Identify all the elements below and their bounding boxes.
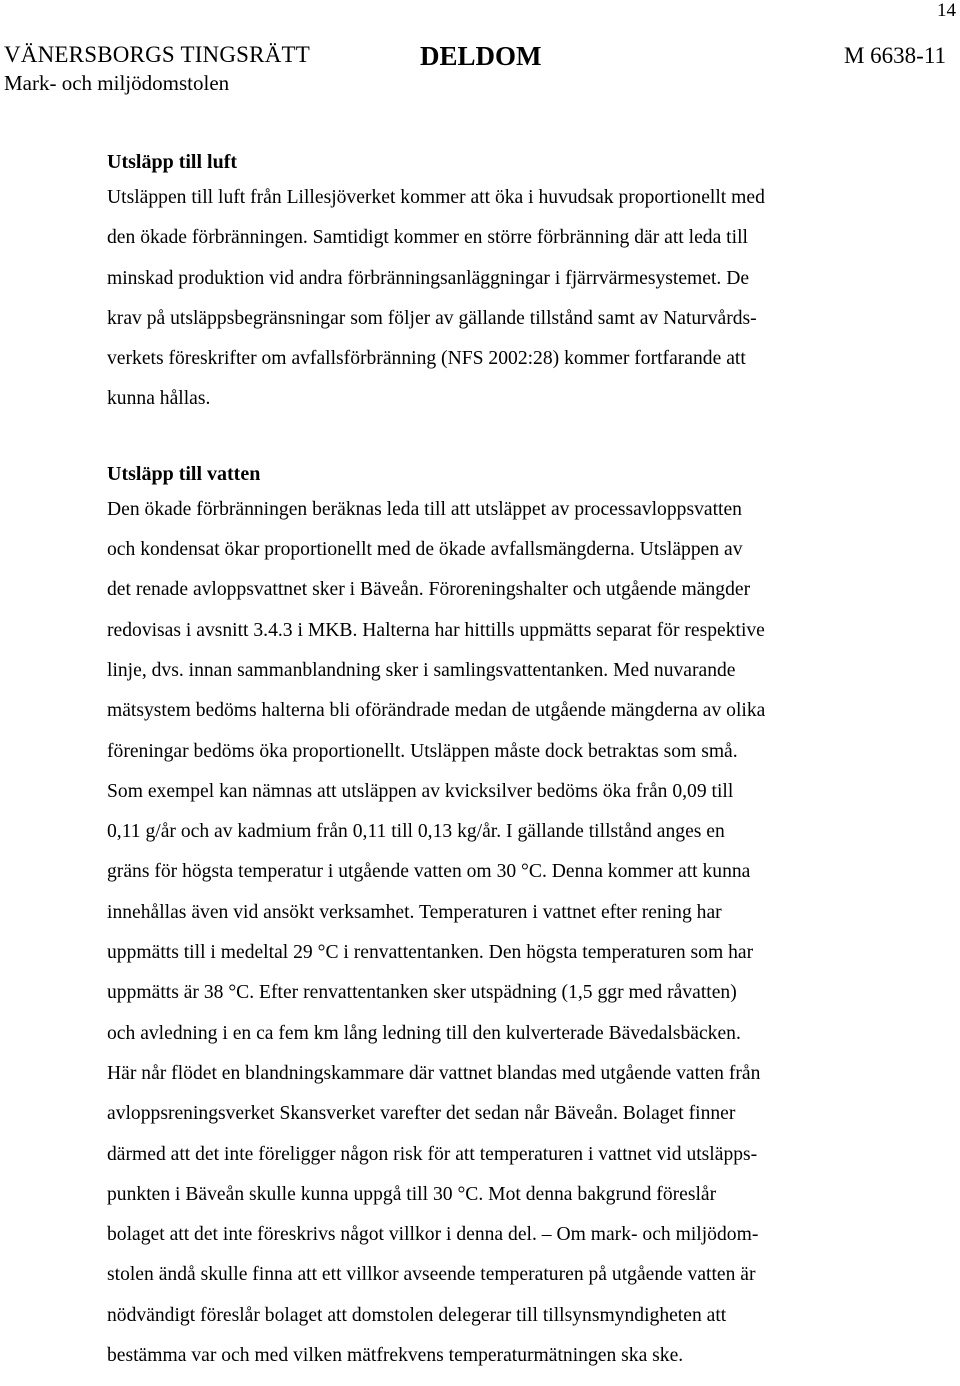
text-line: Här når flödet en blandningskammare där vattnet blandas med utgående vatten från: [107, 1062, 761, 1084]
text-line: föreningar bedöms öka proportionellt. Utsläppen måste dock betraktas som små.: [107, 740, 738, 762]
section-air: [107, 146, 907, 420]
page-number: 14: [937, 0, 956, 21]
text-line: nödvändigt föreslår bolaget att domstolen delegerar till tillsynsmyndigheten att: [107, 1304, 727, 1326]
text-line: avloppsreningsverket Skansverket varefter det sedan når Bäveån. Bolaget finner: [107, 1103, 736, 1125]
text-line: bolaget att det inte föreskrivs något villkor i denna del. – Om mark- och miljödom-: [107, 1224, 759, 1246]
text-line: linje, dvs. innan sammanblandning sker i samlingsvattentanken. Med nuvarande: [107, 659, 736, 681]
text-line: minskad produktion vid andra förbränningsanläggningar i fjärrvärmesystemet. De: [107, 267, 750, 289]
text-line: 0,11 g/år och av kadmium från 0,11 till 0,13 kg/år. I gällande tillstånd anges en: [107, 821, 725, 843]
text-line: Som exempel kan nämnas att utsläppen av kvicksilver bedöms öka från 0,09 till: [107, 780, 734, 802]
text-line: Utsläppen till luft från Lillesjöverket kommer att öka i huvudsak proportionellt med: [107, 187, 765, 208]
text-line: krav på utsläppsbegränsningar som följer av gällande tillstånd samt av Naturvårds-: [107, 307, 757, 329]
text-line: stolen ändå skulle finna att ett villkor avseende temperaturen på utgående vatten är: [107, 1264, 756, 1286]
text-line: gräns för högsta temperatur i utgående vatten om 30 °C. Denna kommer att kunna: [107, 861, 751, 883]
text-line: kunna hållas.: [107, 388, 211, 410]
case-number: M 6638-11: [843, 43, 946, 68]
text-line: innehållas även vid ansökt verksamhet. Temperaturen i vattnet efter rening har: [107, 901, 722, 923]
section-heading-water: Utsläpp till vatten: [107, 462, 261, 485]
text-line: och kondensat ökar proportionellt med de ökade avfallsmängderna. Utsläppen av: [107, 539, 743, 561]
section-spacer: [107, 420, 907, 458]
text-line: punkten i Bäveån skulle kunna uppgå till 30 °C. Mot denna bakgrund föreslår: [107, 1183, 717, 1205]
court-division: Mark- och miljödomstolen: [4, 71, 230, 95]
section-heading-air: Utsläpp till luft: [107, 151, 238, 173]
text-line: den ökade förbränningen. Samtidigt kommer en större förbränning där att leda till: [107, 227, 748, 249]
text-line: det renade avloppsvattnet sker i Bäveån. Föroreningshalter och utgående mängder: [107, 579, 751, 601]
text-line: och avledning i en ca fem km lång ledning till den kulverterade Bävedalsbäcken.: [107, 1022, 741, 1044]
text-line: bestämma var och med vilken mätfrekvens temperaturmätningen ska ske.: [107, 1345, 684, 1367]
section-water: [107, 458, 907, 1377]
document-body: [107, 146, 907, 1376]
paragraph-water: [107, 490, 907, 1377]
text-line: uppmätts till i medeltal 29 °C i renvattentanken. Den högsta temperaturen som har: [107, 942, 754, 964]
text-line: mätsystem bedöms halterna bli oförändrade medan de utgående mängderna av olika: [107, 700, 766, 722]
text-line: därmed att det inte föreligger någon risk för att temperaturen i vattnet vid utsläpps-: [107, 1143, 758, 1165]
text-line: redovisas i avsnitt 3.4.3 i MKB. Halterna har hittills uppmätts separat för respektive: [107, 619, 765, 641]
text-line: Den ökade förbränningen beräknas leda till att utsläppet av processavloppsvatten: [107, 498, 742, 520]
paragraph-air: [107, 178, 907, 420]
text-line: verkets föreskrifter om avfallsförbränning (NFS 2002:28) kommer fortfarande att: [107, 348, 746, 370]
court-name: VÄNERSBORGS TINGSRÄTT: [4, 42, 311, 67]
document-type: DELDOM: [420, 41, 542, 71]
text-line: uppmätts är 38 °C. Efter renvattentanken sker utspädning (1,5 ggr med råvatten): [107, 982, 737, 1004]
